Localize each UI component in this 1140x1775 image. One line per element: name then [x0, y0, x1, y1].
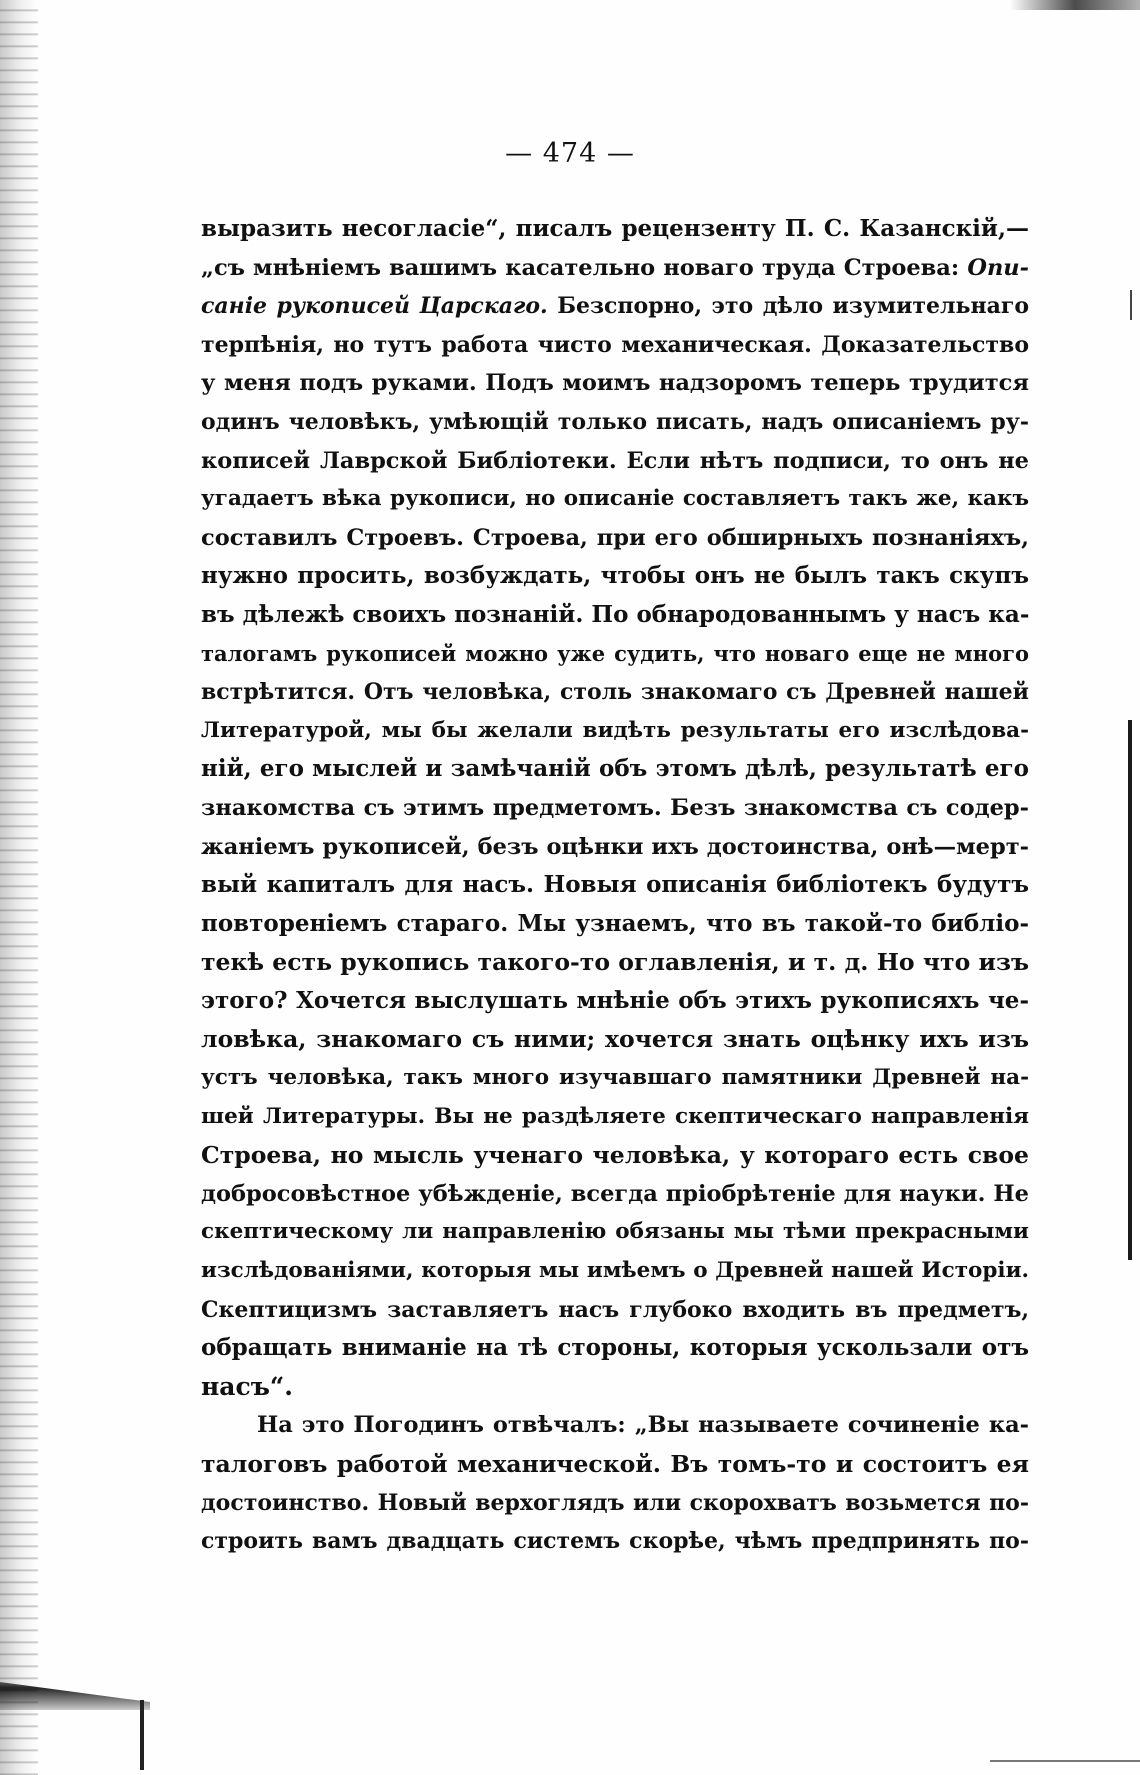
text-line: насъ“.: [201, 1371, 293, 1401]
text-line: одинъ человѣкъ, умѣющій только писать, надъ описаніемъ ру-: [201, 408, 1029, 435]
scan-edge-left: [0, 0, 38, 1775]
text-line: скептическому ли направленію обязаны мы тѣми прекрасными: [201, 1219, 1029, 1245]
text-line: изслѣдованіями, которыя мы имѣемъ о Древней нашей Исторіи.: [201, 1258, 1029, 1284]
text-line: текѣ есть рукопись такого-то оглавленія, и т. д. Но что изъ: [201, 948, 1029, 977]
text-line: выразить несогласіе“, писалъ рецензенту П. С. Казанскій,—: [201, 215, 1029, 242]
text-line: добросовѣстное убѣжденіе, всегда пріобрѣтеніе для науки. Не: [201, 1180, 1029, 1207]
scan-edge-top-right: [1010, 0, 1140, 10]
text-line: нужно просить, возбуждать, чтобы онъ не былъ такъ скупъ: [201, 562, 1029, 590]
text-line: устъ человѣка, такъ много изучавшаго памятники Древней на-: [201, 1065, 1029, 1091]
scan-edge-stub: [140, 1700, 144, 1770]
text-line: повтореніемъ стараго. Мы узнаемъ, что въ такой-то библіо-: [201, 909, 1029, 937]
text-line: саніе рукописей Царскаго. Безспорно, это дѣло изумительнаго: [201, 293, 1029, 320]
text-line: талоговъ работой механической. Въ томъ-то и состоитъ ея: [201, 1450, 1029, 1478]
scan-edge-right: [1128, 720, 1132, 1260]
text-line: талогамъ рукописей можно уже судить, что новаго еще не много: [201, 640, 1029, 666]
text-line: жаніемъ рукописей, безъ оцѣнки ихъ достоинства, онѣ—мерт-: [201, 833, 1029, 860]
text-line: обращать вниманіе на тѣ стороны, которыя ускользали отъ: [201, 1334, 1029, 1362]
text-line: Строева, но мысль ученаго человѣка, у котораго есть свое: [201, 1141, 1029, 1170]
text-line: встрѣтится. Отъ человѣка, столь знакомаго съ Древней нашей: [201, 679, 1029, 706]
text-line: у меня подъ руками. Подъ моимъ надзоромъ теперь трудится: [201, 370, 1029, 397]
scan-edge-right-tick: [1130, 290, 1132, 320]
text-line: составилъ Строевъ. Строева, при его обширныхъ познаніяхъ,: [201, 524, 1029, 551]
text-line: ловѣка, знакомаго съ ними; хочется знать оцѣнку ихъ изъ: [201, 1025, 1029, 1054]
paragraph-first-line: На это Погодинъ отвѣчалъ: „Вы называете сочиненіе ка-: [257, 1412, 1029, 1439]
text-line: въ дѣлежѣ своихъ познаній. По обнародованнымъ у насъ ка-: [201, 600, 1029, 628]
text-line: Скептицизмъ заставляетъ насъ глубоко входить въ предметъ,: [201, 1296, 1029, 1323]
text-line: кописей Лаврской Библіотеки. Если нѣтъ подписи, то онъ не: [201, 447, 1029, 474]
text-line: знакомства съ этимъ предметомъ. Безъ знакомства съ содер-: [201, 794, 1029, 821]
body-text: [201, 210, 1029, 1561]
text-line: Литературой, мы бы желали видѣть результаты его изслѣдова-: [201, 717, 1029, 743]
text-line: „съ мнѣніемъ вашимъ касательно новаго труда Строева: Опи-: [201, 254, 1029, 281]
text-line: вый капиталъ для насъ. Новыя описанія библіотекъ будутъ: [201, 871, 1029, 899]
text-line: достоинство. Новый верхоглядъ или скорохватъ возьмется по-: [201, 1489, 1029, 1516]
text-line: ній, его мыслей и замѣчаній объ этомъ дѣлѣ, результатѣ его: [201, 755, 1029, 783]
text-line: терпѣнія, но тутъ работа чисто механическая. Доказательство: [201, 331, 1029, 358]
text-line: этого? Хочется выслушать мнѣніе объ этихъ рукописяхъ че-: [201, 986, 1029, 1014]
scan-edge-bottom-right: [990, 1760, 1140, 1762]
text-line: угадаетъ вѣка рукописи, но описаніе составляетъ такъ же, какъ: [201, 486, 1029, 512]
text-line: строить вамъ двадцать системъ скорѣе, чѣмъ предпринять по-: [201, 1528, 1029, 1555]
page-number: — 474 —: [505, 138, 635, 169]
text-line: шей Литературы. Вы не раздѣляете скептическаго направленія: [201, 1103, 1029, 1129]
